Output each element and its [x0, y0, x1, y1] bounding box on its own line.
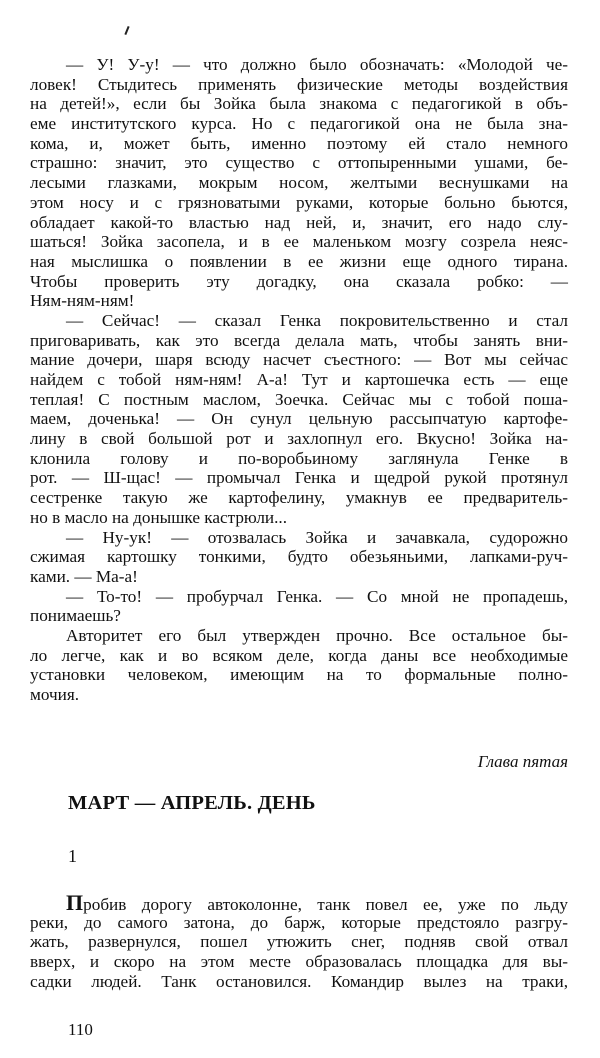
- text-line: теплая! С постным маслом, Зоечка. Сейчас мы с тобой поша-: [30, 389, 568, 409]
- text-line: приговаривать, как это всегда делала мать, чтобы занять вни-: [30, 330, 568, 350]
- body-text-section-b: [30, 890, 568, 991]
- text-line: понимаешь?: [30, 606, 121, 626]
- body-text-section-a: [30, 55, 568, 705]
- text-line: ловек! Стыдитесь применять физические методы воздействия: [30, 74, 568, 94]
- section-number: 1: [68, 846, 77, 866]
- text-line: Авторитет его был утвержден прочно. Все остальное бы-: [66, 625, 568, 645]
- text-line: Чтобы проверить эту догадку, она сказала робко: —: [30, 271, 568, 291]
- text-line: лесыми глазками, мокрым носом, желтыми веснушками на: [30, 173, 568, 193]
- text-line: ло легче, как и во всяком деле, когда даны все необходимые: [30, 645, 568, 665]
- text-line: вверх, и скоро на этом месте образовалась площадка для вы-: [30, 952, 568, 972]
- page-number: 110: [68, 1020, 93, 1039]
- text-line: мочия.: [30, 685, 80, 704]
- text-line: жать, развернулся, пошел утюжить снег, подняв свой отвал: [30, 932, 568, 952]
- first-line-text: робив дорогу автоколонне, танк повел ее, уже по льду: [83, 895, 568, 914]
- text-line: рот. — Ш-щас! — промычал Генка и щедрой рукой протянул: [30, 468, 568, 488]
- text-line: ками. — Ма-а!: [30, 566, 138, 586]
- text-line: мание дочери, шаря всюду насчет съестного: — Вот мы сейчас: [30, 350, 568, 370]
- text-line: этом носу и с грязноватыми руками, которые больно бьются,: [30, 192, 568, 212]
- text-line: садки людей. Танк остановился. Командир вылез на траки,: [30, 971, 568, 991]
- text-line: реки, до самого затона, до барж, которые предстояло разгру-: [30, 912, 568, 932]
- drop-cap-letter: П: [66, 890, 84, 915]
- text-line: сестренке такую же картофелину, умакнув ее предваритель-: [30, 488, 568, 508]
- text-line: на детей!», если бы Зойка была знакома с педагогикой в объ-: [30, 94, 568, 114]
- text-line: страшно: значит, это существо с оттопыренными ушами, бе-: [30, 153, 568, 173]
- text-line: — Ну-ук! — отозвалась Зойка и зачавкала, судорожно: [66, 527, 568, 547]
- text-line: — То-то! — пробурчал Генка. — Со мной не пропадешь,: [66, 586, 568, 606]
- text-line: — Сейчас! — сказал Генка покровительственно и стал: [66, 310, 568, 330]
- text-line: еме институтского курса. Но с педагогикой она не была зна-: [30, 114, 568, 134]
- text-line: но в масло на донышке кастрюли...: [30, 507, 288, 527]
- chapter-label: Глава пятая: [477, 752, 568, 771]
- text-line: обладает какой-то властью над ней, и, значит, его надо слу-: [30, 212, 568, 232]
- text-line: клонила голову и по-воробьиному заглянула Генке в: [30, 448, 568, 468]
- text-line: ная мыслишка о появлении в ее жизни еще одного тирана.: [30, 251, 568, 271]
- text-line: кома, и, может быть, именно поэтому ей стало немного: [30, 133, 568, 153]
- text-line: установки человеком, имеющим на то формальные полно-: [30, 665, 568, 685]
- text-line: Ням-ням-ням!: [30, 291, 135, 311]
- text-line: шаться! Зойка засопела, и в ее маленьком мозгу созрела неяс-: [30, 232, 568, 252]
- text-line: сжимая картошку тонкими, будто обезьяньими, лапками-руч-: [30, 547, 568, 567]
- text-line: — У! У-у! — что должно было обозначать: «Молодой че-: [66, 55, 568, 74]
- text-line: найдем с тобой ням-ням! А-а! Тут и картошечка есть — еще: [30, 370, 568, 389]
- stray-pen-mark: [124, 26, 129, 35]
- text-line: маем, доченька! — Он сунул цельную рассыпчатую картофе-: [30, 409, 568, 429]
- text-line-first: [30, 890, 568, 915]
- chapter-title: МАРТ — АПРЕЛЬ. ДЕНЬ: [68, 792, 316, 814]
- text-line: лину в свой большой рот и захлопнул его. Вкусно! Зойка на-: [30, 429, 568, 449]
